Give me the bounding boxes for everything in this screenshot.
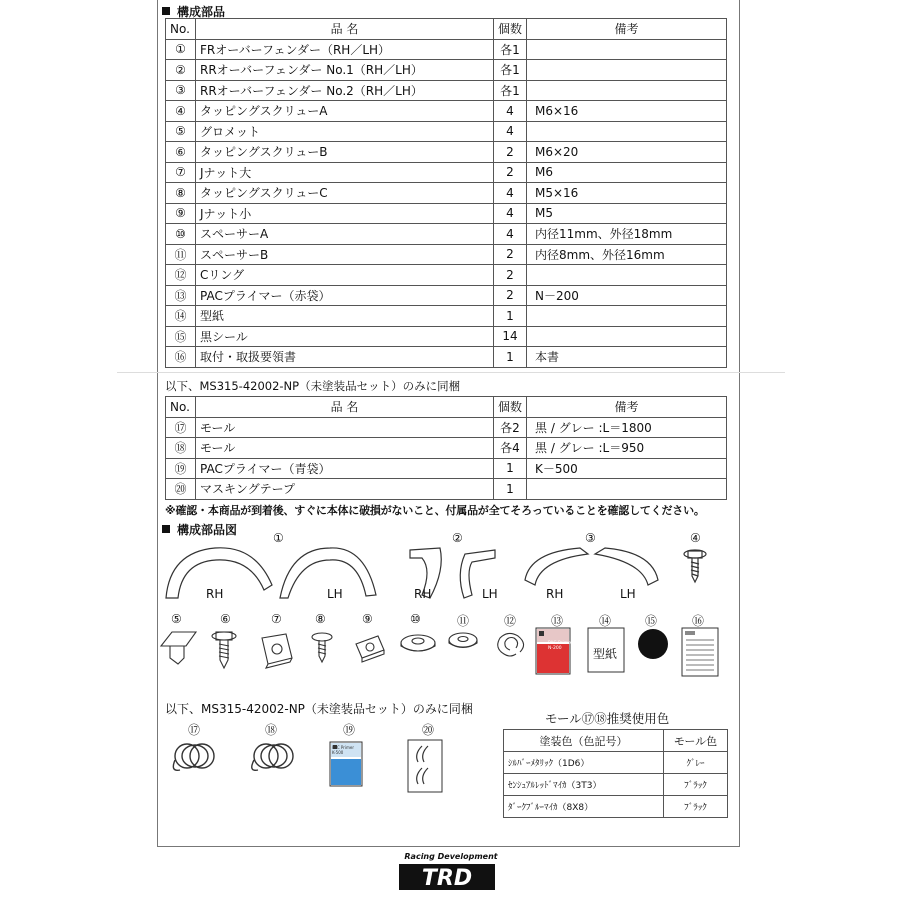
racing-development-text: Racing Development [404, 852, 498, 861]
diagram-num-17: ⑰ [188, 723, 201, 737]
item-number: ⑩ [166, 224, 196, 245]
item-quantity: 各4 [494, 438, 527, 459]
item-quantity: 1 [494, 347, 527, 368]
col-header-qty: 個数 [494, 397, 527, 418]
color-table-row [504, 752, 728, 774]
diagram-num-8: ⑧ [315, 612, 326, 626]
paint-color: ﾀﾞｰｸﾌﾞﾙｰﾏｲｶ（8X8） [504, 796, 664, 818]
table-row [166, 121, 727, 142]
pac-primer-red-bag-icon [536, 628, 570, 674]
item-quantity: 2 [494, 265, 527, 286]
item-note [527, 265, 727, 286]
fender-drawings [160, 540, 740, 600]
square-bullet-icon [162, 525, 170, 533]
pac-blue-text: PAC Primer [332, 745, 354, 750]
table-row [166, 458, 727, 479]
item-name: RRオーバーフェンダー No.1（RH／LH） [196, 60, 494, 81]
item-number: ⑲ [166, 458, 196, 479]
small-parts-drawings [158, 626, 728, 696]
c-ring-icon [498, 633, 524, 656]
item-name: スペーサーA [196, 224, 494, 245]
item-note: N－200 [527, 285, 727, 306]
item-quantity: 4 [494, 121, 527, 142]
label-lh-3: LH [620, 587, 636, 601]
item-name: FRオーバーフェンダー（RH／LH） [196, 39, 494, 60]
item-number: ⑤ [166, 121, 196, 142]
item-name: マスキングテープ [196, 479, 494, 500]
mold-short-icon [252, 744, 293, 770]
label-lh-2: LH [482, 587, 498, 601]
mold-color: ﾌﾞﾗｯｸ [664, 774, 728, 796]
item-quantity: 各2 [494, 417, 527, 438]
pac-red-bag-label [548, 641, 578, 651]
col-header-name: 品 名 [196, 397, 494, 418]
np-parts-table [165, 396, 727, 500]
item-number: ⑭ [166, 306, 196, 327]
item-name: タッピングスクリューB [196, 142, 494, 163]
item-note [527, 39, 727, 60]
table-row [166, 60, 727, 81]
item-note: K－500 [527, 458, 727, 479]
diagram-num-15: ⑮ [645, 614, 658, 628]
diagram-num-14: ⑭ [599, 614, 612, 628]
item-number: ⑱ [166, 438, 196, 459]
item-quantity: 各1 [494, 80, 527, 101]
item-number: ⑰ [166, 417, 196, 438]
item-number: ⑧ [166, 183, 196, 204]
diagram-num-2: ② [452, 531, 463, 545]
spacer-a-icon [401, 635, 435, 651]
item-number: ⑦ [166, 162, 196, 183]
mold-color: ﾌﾞﾗｯｸ [664, 796, 728, 818]
table-row [166, 224, 727, 245]
item-number: ⑫ [166, 265, 196, 286]
label-lh-1: LH [327, 587, 343, 601]
tapping-screw-b-icon [212, 632, 236, 668]
diagram-num-4: ④ [690, 531, 701, 545]
tapping-screw-c-icon [312, 633, 332, 662]
diagram-num-18: ⑱ [265, 723, 278, 737]
trd-logo [399, 864, 495, 890]
table-header-row [166, 397, 727, 418]
parts-table [165, 18, 727, 368]
item-note [527, 479, 727, 500]
item-name: 型紙 [196, 306, 494, 327]
paint-color: ｼﾙﾊﾞｰﾒﾀﾘｯｸ（1D6） [504, 752, 664, 774]
item-note [527, 306, 727, 327]
warning-note: ※確認・本商品が到着後、すぐに本体に破損がないこと、付属品が全てそろっていることを確認してください。 [165, 504, 705, 517]
item-note: 本書 [527, 347, 727, 368]
table-row [166, 265, 727, 286]
item-name: Cリング [196, 265, 494, 286]
table-row [166, 203, 727, 224]
pac-blue-code: K-500 [332, 750, 344, 755]
item-name: 黒シール [196, 326, 494, 347]
item-quantity: 2 [494, 162, 527, 183]
item-note: M6 [527, 162, 727, 183]
color-table-header [504, 730, 728, 752]
np-note: 以下、MS315-42002-NP（未塗装品セット）のみに同梱 [165, 379, 461, 393]
diagram-num-7: ⑦ [271, 612, 282, 626]
item-note: 黒 / グレー :L＝1800 [527, 417, 727, 438]
col-header-paint: 塗装色（色記号） [504, 730, 664, 752]
masking-tape-icon [408, 740, 442, 792]
item-note [527, 80, 727, 101]
table-row [166, 326, 727, 347]
color-table-row [504, 774, 728, 796]
col-header-note: 備考 [527, 397, 727, 418]
diagram-num-16: ⑯ [692, 614, 705, 628]
diagram-num-20: ⑳ [422, 723, 435, 737]
diagram-num-9: ⑨ [362, 612, 373, 626]
item-note [527, 121, 727, 142]
fold-line [117, 372, 785, 373]
black-seal-icon [638, 629, 668, 659]
table-row [166, 101, 727, 122]
item-number: ⑮ [166, 326, 196, 347]
item-quantity: 1 [494, 479, 527, 500]
item-name: PACプライマー（赤袋） [196, 285, 494, 306]
diagram-num-10: ⑩ [410, 612, 421, 626]
item-name: モール [196, 438, 494, 459]
col-header-qty: 個数 [494, 19, 527, 40]
color-table-title: モール⑰⑱推奨使用色 [545, 711, 670, 726]
label-rh-2: RH [414, 587, 432, 601]
table-row [166, 479, 727, 500]
color-table [503, 729, 728, 818]
diagram-num-3: ③ [585, 531, 596, 545]
table-row [166, 39, 727, 60]
col-header-name: 品 名 [196, 19, 494, 40]
table-row [166, 162, 727, 183]
item-note: M6×20 [527, 142, 727, 163]
item-quantity: 1 [494, 306, 527, 327]
table-row [166, 80, 727, 101]
diagram-num-12: ⑫ [504, 614, 517, 628]
item-number: ⑥ [166, 142, 196, 163]
table-row [166, 438, 727, 459]
item-quantity: 1 [494, 458, 527, 479]
table-row [166, 285, 727, 306]
item-number: ⑬ [166, 285, 196, 306]
katagami-label: 型紙 [593, 647, 618, 661]
item-quantity: 各1 [494, 60, 527, 81]
table-row [166, 183, 727, 204]
diagram-num-13: ⑬ [551, 614, 564, 628]
table-row [166, 306, 727, 327]
item-quantity: 4 [494, 224, 527, 245]
item-note: 内径8mm、外径16mm [527, 244, 727, 265]
label-rh-1: RH [206, 587, 224, 601]
item-number: ④ [166, 101, 196, 122]
spacer-b-icon [449, 633, 477, 648]
table-row [166, 417, 727, 438]
col-header-note: 備考 [527, 19, 727, 40]
diagram-num-1: ① [273, 531, 284, 545]
item-number: ⑯ [166, 347, 196, 368]
pac-blue-bag-label [332, 745, 362, 755]
paint-color: ｾﾝｼｭｱﾙﾚｯﾄﾞﾏｲｶ（3T3） [504, 774, 664, 796]
item-name: Jナット小 [196, 203, 494, 224]
section-title-diagram [162, 521, 237, 538]
item-note [527, 60, 727, 81]
item-name: グロメット [196, 121, 494, 142]
j-nut-large-icon [262, 634, 292, 668]
np-note-2: 以下、MS315-42002-NP（未塗装品セット）のみに同梱 [165, 702, 473, 716]
item-quantity: 各1 [494, 39, 527, 60]
item-quantity: 2 [494, 142, 527, 163]
section-title-text: 構成部品 [177, 5, 226, 19]
diagram-num-5: ⑤ [171, 612, 182, 626]
diagram-num-6: ⑥ [220, 612, 231, 626]
item-name: タッピングスクリューA [196, 101, 494, 122]
item-number: ② [166, 60, 196, 81]
col-header-no: No. [166, 19, 196, 40]
item-name: スペーサーB [196, 244, 494, 265]
square-bullet-icon [162, 7, 170, 15]
item-name: PACプライマー（青袋） [196, 458, 494, 479]
item-quantity: 2 [494, 244, 527, 265]
item-name: モール [196, 417, 494, 438]
item-quantity: 2 [494, 285, 527, 306]
item-number: ③ [166, 80, 196, 101]
item-number: ⑳ [166, 479, 196, 500]
item-quantity: 4 [494, 203, 527, 224]
item-note: M5×16 [527, 183, 727, 204]
pac-red-code: N-200 [548, 646, 562, 651]
rr-fender-2-lh [595, 548, 658, 585]
item-note [527, 326, 727, 347]
label-rh-3: RH [546, 587, 564, 601]
item-number: ⑪ [166, 244, 196, 265]
color-table-row [504, 796, 728, 818]
col-header-no: No. [166, 397, 196, 418]
j-nut-small-icon [356, 636, 384, 662]
np-parts-drawings [160, 736, 460, 796]
pac-red-text: PAC Primer [548, 641, 573, 646]
item-note: M6×16 [527, 101, 727, 122]
col-header-mold: モール色 [664, 730, 728, 752]
diagram-num-11: ⑪ [457, 614, 470, 628]
item-name: RRオーバーフェンダー No.2（RH／LH） [196, 80, 494, 101]
diagram-num-19: ⑲ [343, 723, 356, 737]
item-note: 黒 / グレー :L＝950 [527, 438, 727, 459]
manual-icon [682, 628, 718, 676]
tapping-screw-a-icon [682, 548, 708, 584]
item-number: ⑨ [166, 203, 196, 224]
grommet-icon [161, 632, 196, 664]
item-number: ① [166, 39, 196, 60]
item-note: M5 [527, 203, 727, 224]
table-row [166, 142, 727, 163]
item-name: Jナット大 [196, 162, 494, 183]
trd-logo-text: TRD [421, 866, 473, 890]
item-quantity: 4 [494, 183, 527, 204]
item-note: 内径11mm、外径18mm [527, 224, 727, 245]
item-name: 取付・取扱要領書 [196, 347, 494, 368]
item-name: タッピングスクリューC [196, 183, 494, 204]
item-quantity: 4 [494, 101, 527, 122]
rr-fender-2-rh [525, 548, 588, 585]
section-title-text: 構成部品図 [177, 523, 238, 537]
table-row [166, 244, 727, 265]
table-row [166, 347, 727, 368]
table-header-row [166, 19, 727, 40]
item-quantity: 14 [494, 326, 527, 347]
mold-color: ｸﾞﾚｰ [664, 752, 728, 774]
mold-long-icon [173, 744, 214, 770]
